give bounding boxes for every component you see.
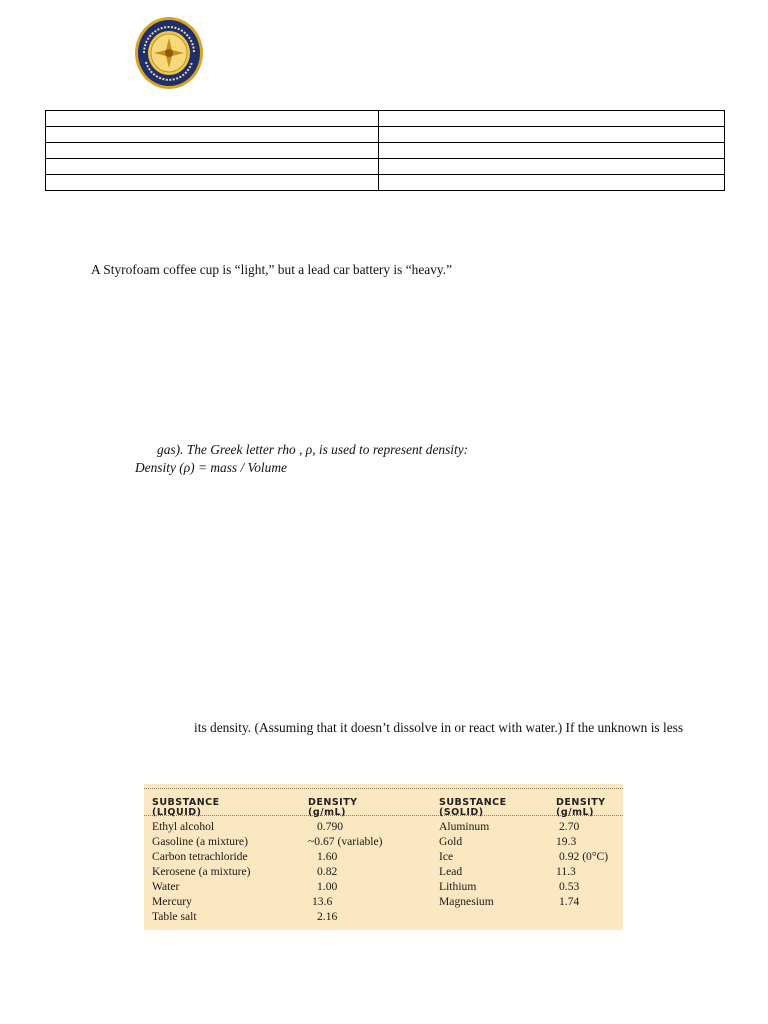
density-table-cell: ~0.67 (variable): [308, 835, 383, 848]
density-table-cell: Aluminum: [439, 820, 490, 833]
density-table-cell: 0.92 (0°C): [559, 850, 609, 863]
header-table-cell: [46, 111, 379, 127]
header-table-cell: [46, 175, 379, 191]
density-table-row: [144, 880, 623, 895]
density-table-cell: 0.82: [317, 865, 338, 878]
density-table-cell: Water: [152, 880, 180, 893]
intro-sentence: A Styrofoam coffee cup is “light,” but a lead car battery is “heavy.”: [91, 262, 453, 277]
density-table-cell: Ice: [439, 850, 454, 863]
density-table-cell: 0.53: [559, 880, 580, 893]
density-table-cell: 0.790: [317, 820, 344, 833]
density-table-rows: [144, 820, 623, 925]
seal-icon: [134, 16, 204, 90]
header-table-cell: [379, 127, 725, 143]
density-formula: Density (ρ) = mass / Volume: [135, 460, 287, 475]
density-table-cell: 2.16: [317, 910, 338, 923]
header-substance-liquid: SUBSTANCE (LIQUID): [152, 797, 220, 818]
density-table-cell: Mercury: [152, 895, 192, 908]
header-table-row: [46, 127, 725, 143]
density-table-cell: 1.74: [559, 895, 580, 908]
density-table-row: [144, 850, 623, 865]
density-table-cell: Magnesium: [439, 895, 494, 908]
density-table-cell: 11.3: [556, 865, 576, 878]
header-table-cell: [46, 127, 379, 143]
density-table-cell: 19.3: [556, 835, 577, 848]
float-test-sentence: its density. (Assuming that it doesn’t dissolve in or react with water.) If the unknown is less: [194, 720, 684, 735]
header-table-cell: [379, 159, 725, 175]
header-table-cell: [46, 143, 379, 159]
header-table-row: [46, 175, 725, 191]
density-table-cell: Lithium: [439, 880, 477, 893]
density-table-row: [144, 820, 623, 835]
header-table-row: [46, 143, 725, 159]
header-table-row: [46, 159, 725, 175]
university-seal-logo: [134, 16, 204, 90]
header-table-row: [46, 111, 725, 127]
density-table-header: [144, 788, 623, 816]
density-table-cell: Carbon tetrachloride: [152, 850, 248, 863]
density-table-cell: 1.00: [317, 880, 338, 893]
density-table-cell: 2.70: [559, 820, 580, 833]
header-table-cell: [46, 159, 379, 175]
header-table-cell: [379, 143, 725, 159]
density-table-cell: Table salt: [152, 910, 197, 923]
header-density-liquid: DENSITY (g/mL): [308, 797, 358, 818]
density-table-cell: Lead: [439, 865, 463, 878]
density-table-cell: Gasoline (a mixture): [152, 835, 248, 848]
header-info-table: [45, 110, 725, 191]
density-table-cell: 1.60: [317, 850, 338, 863]
density-table-cell: Gold: [439, 835, 463, 848]
density-table-row: [144, 835, 623, 850]
density-table-row: [144, 865, 623, 880]
density-table-cell: Kerosene (a mixture): [152, 865, 251, 878]
density-table-row: [144, 895, 623, 910]
header-table-cell: [379, 111, 725, 127]
header-table-cell: [379, 175, 725, 191]
density-table-row: [144, 910, 623, 925]
header-substance-solid: SUBSTANCE (SOLID): [439, 797, 507, 818]
density-table-cell: 13.6: [312, 895, 333, 908]
header-density-solid: DENSITY (g/mL): [556, 797, 606, 818]
density-table-cell: Ethyl alcohol: [152, 820, 215, 833]
rho-definition-line: gas). The Greek letter rho , ρ, is used to represent density:: [157, 442, 469, 457]
density-reference-table: [144, 784, 623, 930]
